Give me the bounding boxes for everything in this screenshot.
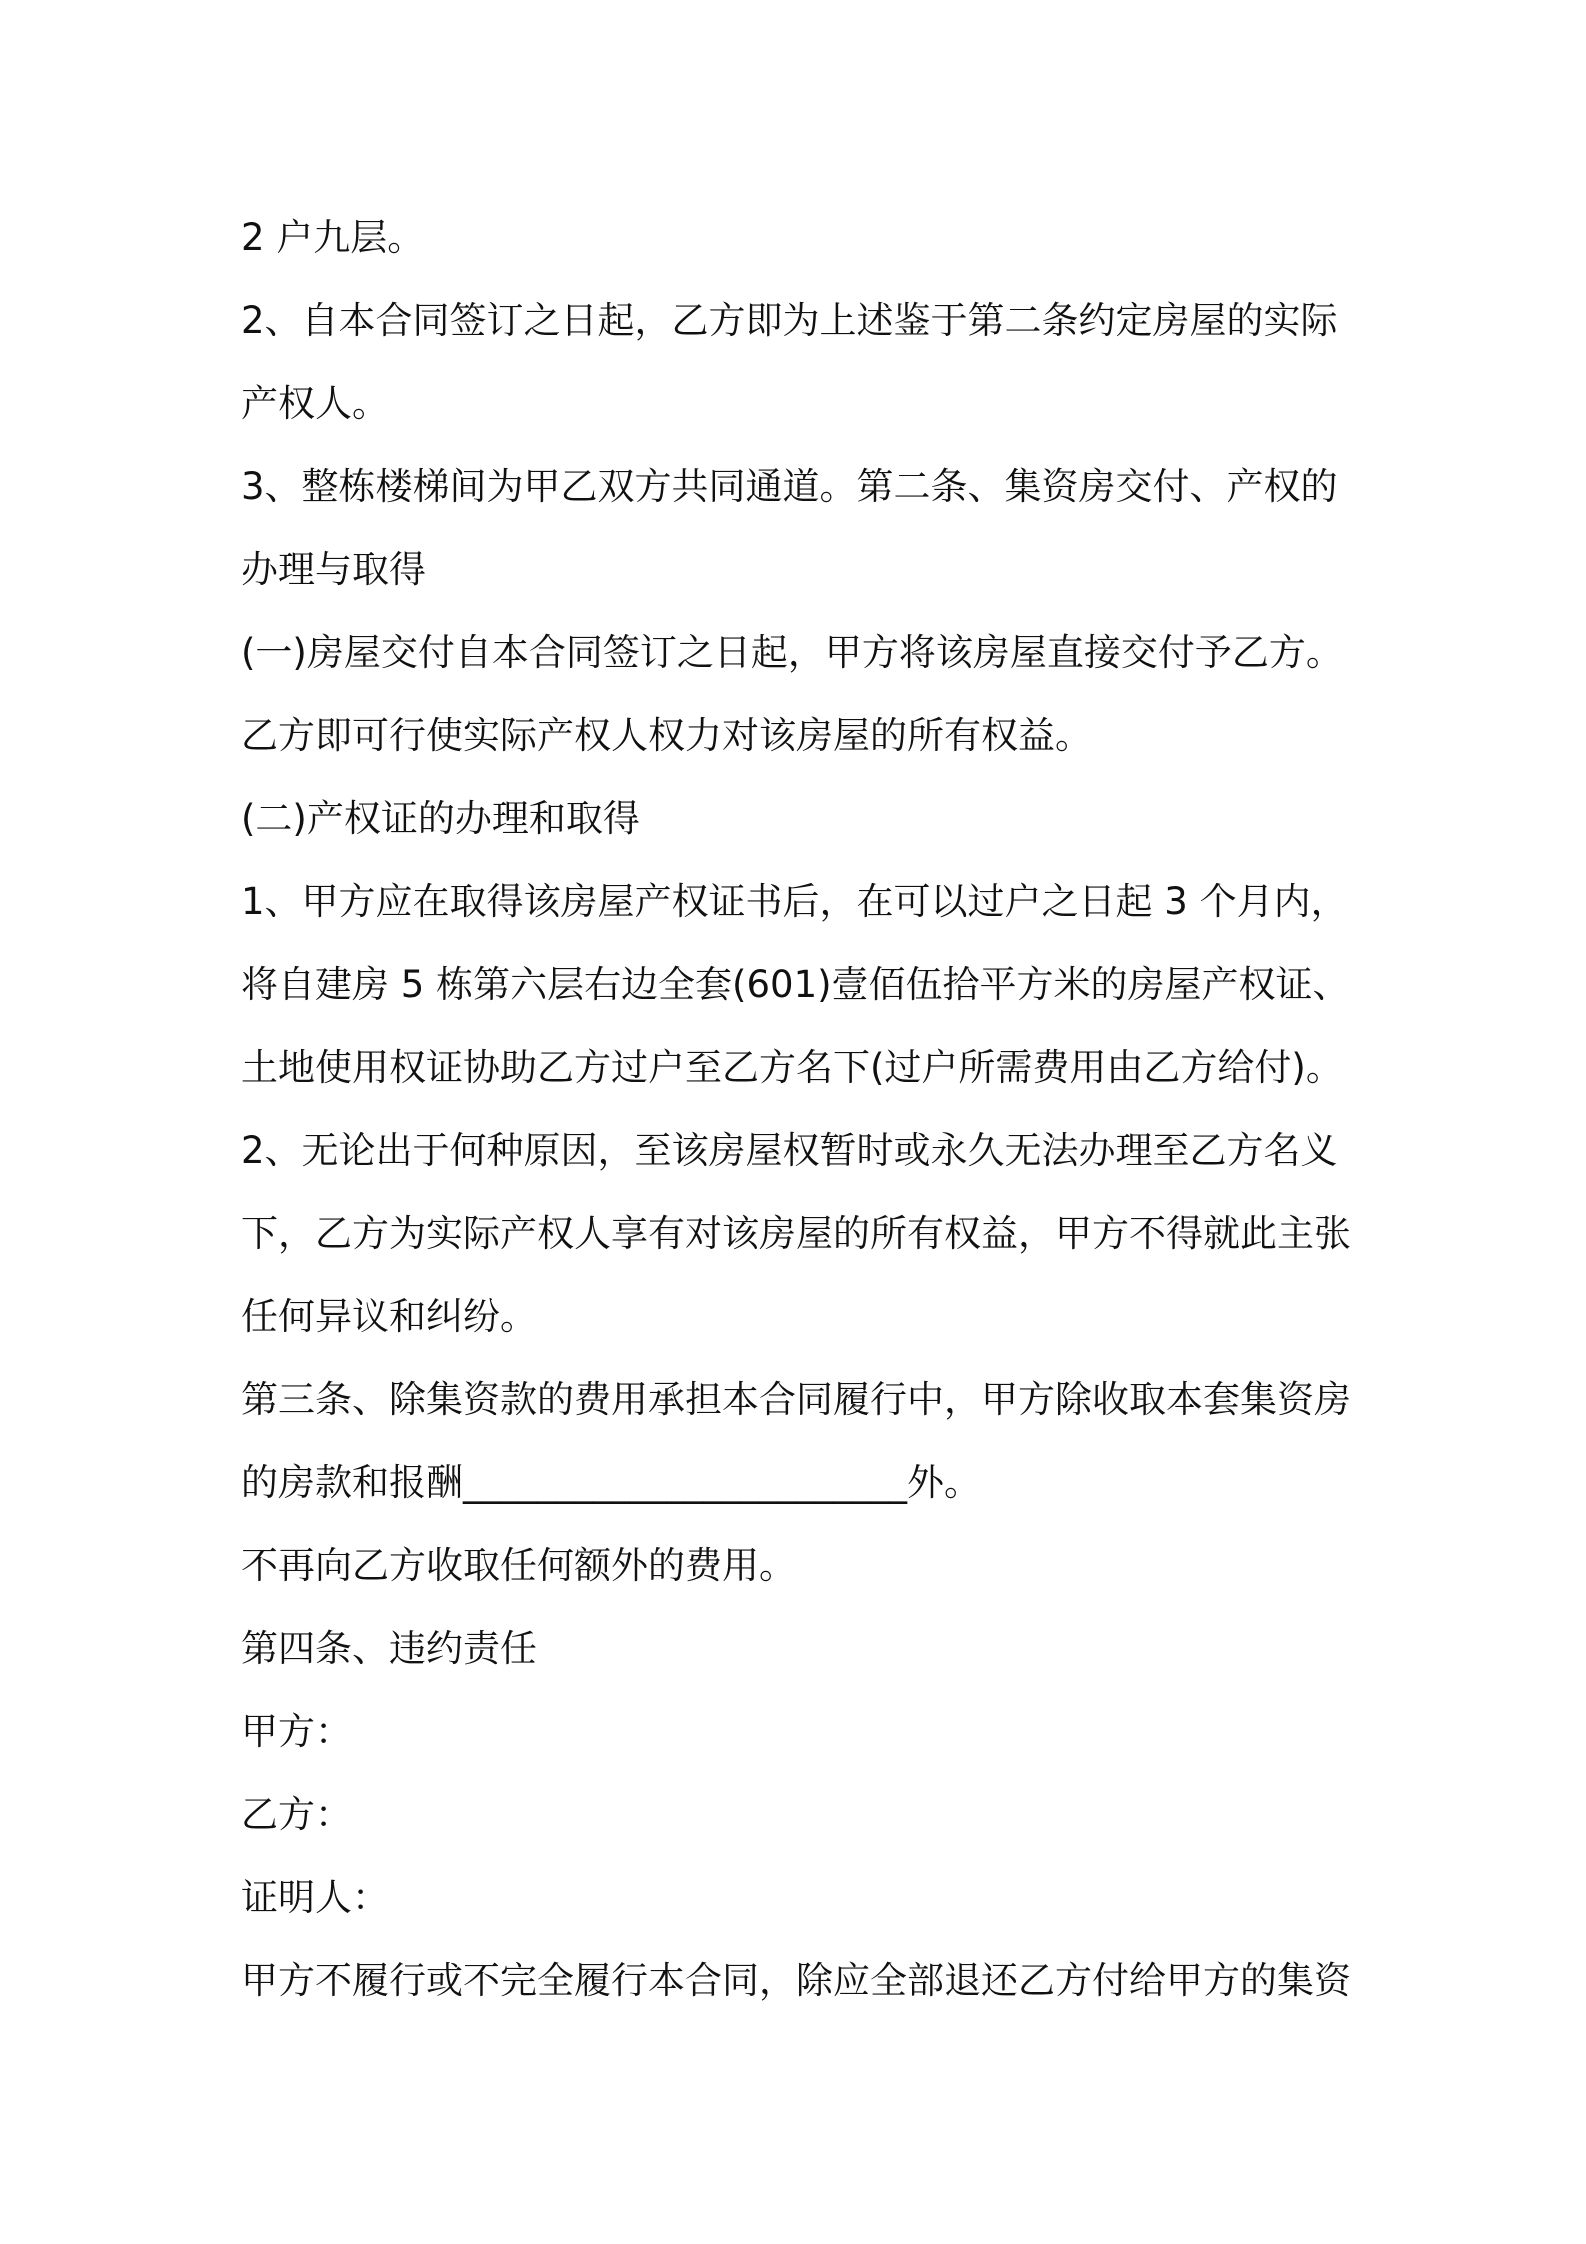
text-line: 将自建房 5 栋第六层右边全套(601)壹佰伍拾平方米的房屋产权证、 bbox=[241, 963, 1350, 1006]
text-line: 任何异议和纠纷。 bbox=[241, 1295, 537, 1338]
text-line: 2、无论出于何种原因，至该房屋权暂时或永久无法办理至乙方名义 bbox=[241, 1129, 1338, 1172]
text-line: 甲方不履行或不完全履行本合同，除应全部退还乙方付给甲方的集资 bbox=[241, 1959, 1351, 2002]
text-line: 甲方： bbox=[241, 1710, 352, 1753]
text-line: 第四条、违约责任 bbox=[241, 1627, 537, 1670]
text-line: 1、甲方应在取得该房屋产权证书后，在可以过户之日起 3 个月内， bbox=[241, 880, 1348, 923]
text-line: (一)房屋交付自本合同签订之日起，甲方将该房屋直接交付予乙方。 bbox=[241, 631, 1343, 674]
text-line: 乙方： bbox=[241, 1793, 352, 1836]
text-line: 下，乙方为实际产权人享有对该房屋的所有权益，甲方不得就此主张 bbox=[241, 1212, 1351, 1255]
text-line: 的房款和报酬________________________外。 bbox=[241, 1461, 981, 1504]
text-line: 证明人： bbox=[241, 1876, 389, 1919]
text-line: 乙方即可行使实际产权人权力对该房屋的所有权益。 bbox=[241, 714, 1092, 757]
text-line: 产权人。 bbox=[241, 382, 389, 425]
document-body bbox=[241, 196, 1361, 2022]
text-line: 土地使用权证协助乙方过户至乙方名下(过户所需费用由乙方给付)。 bbox=[241, 1046, 1343, 1089]
text-line: 3、整栋楼梯间为甲乙双方共同通道。第二条、集资房交付、产权的 bbox=[241, 465, 1338, 508]
text-line: (二)产权证的办理和取得 bbox=[241, 797, 640, 840]
text-line: 不再向乙方收取任何额外的费用。 bbox=[241, 1544, 796, 1587]
text-line: 第三条、除集资款的费用承担本合同履行中，甲方除收取本套集资房 bbox=[241, 1378, 1351, 1421]
text-line: 办理与取得 bbox=[241, 548, 426, 591]
text-line: 2 户九层。 bbox=[241, 216, 425, 259]
text-line: 2、自本合同签订之日起，乙方即为上述鉴于第二条约定房屋的实际 bbox=[241, 299, 1338, 342]
